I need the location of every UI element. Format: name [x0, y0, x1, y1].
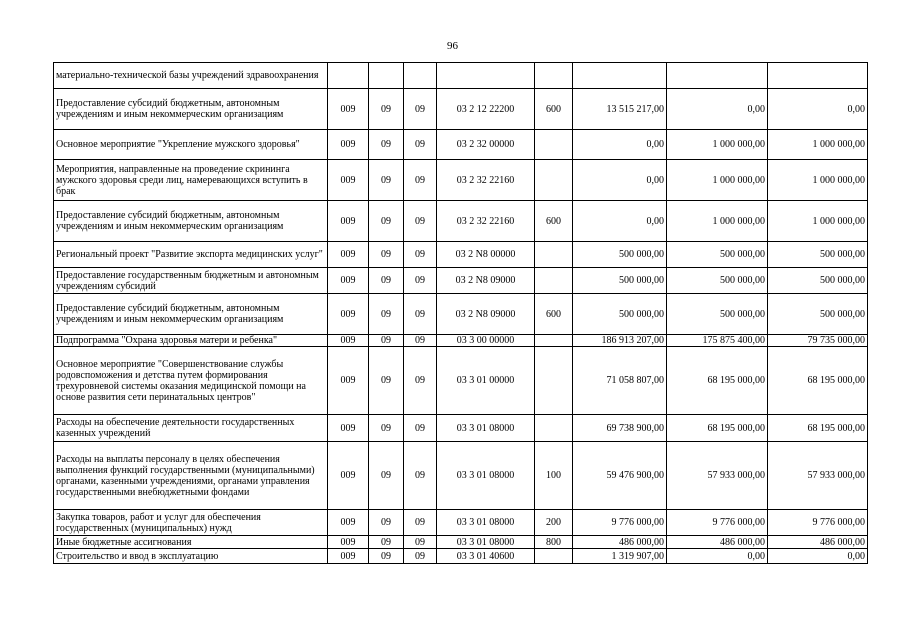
cell-csr: 03 3 00 00000	[437, 335, 535, 347]
cell-csr: 03 2 32 22160	[437, 201, 535, 242]
cell-sum-1: 71 058 807,00	[573, 347, 667, 415]
cell-vr	[535, 242, 573, 268]
cell-vr: 800	[535, 536, 573, 549]
cell-ved: 009	[328, 549, 369, 564]
cell-name: Мероприятия, направленные на проведение скрининга мужского здоровья среди лиц, намеревающихся вступить в брак	[54, 160, 328, 201]
cell-sum-1: 13 515 217,00	[573, 89, 667, 130]
cell-name: Расходы на выплаты персоналу в целях обеспечения выполнения функций государственными (муниципальными) органами, казенными учреждениями, органами управления государственными внебюджетными фондами	[54, 442, 328, 510]
cell-vr: 600	[535, 294, 573, 335]
cell-csr: 03 3 01 00000	[437, 347, 535, 415]
cell-sum-3: 57 933 000,00	[768, 442, 868, 510]
cell-ved: 009	[328, 268, 369, 294]
cell-rz: 09	[369, 442, 404, 510]
cell-vr	[535, 415, 573, 442]
table-row	[54, 347, 868, 415]
cell-rz: 09	[369, 242, 404, 268]
cell-sum-3: 486 000,00	[768, 536, 868, 549]
cell-sum-1: 0,00	[573, 201, 667, 242]
cell-sum-2: 486 000,00	[667, 536, 768, 549]
cell-rz	[369, 63, 404, 89]
budget-table	[53, 62, 868, 564]
cell-sum-1: 486 000,00	[573, 536, 667, 549]
cell-ved: 009	[328, 335, 369, 347]
cell-csr: 03 2 32 22160	[437, 160, 535, 201]
table-row	[54, 442, 868, 510]
cell-vr	[535, 335, 573, 347]
cell-pr: 09	[404, 160, 437, 201]
cell-csr: 03 3 01 40600	[437, 549, 535, 564]
cell-rz: 09	[369, 201, 404, 242]
cell-ved: 009	[328, 201, 369, 242]
table-row	[54, 268, 868, 294]
cell-sum-1: 500 000,00	[573, 268, 667, 294]
table-row	[54, 130, 868, 160]
cell-sum-1: 500 000,00	[573, 294, 667, 335]
cell-name: материально-технической базы учреждений здравоохранения	[54, 63, 328, 89]
cell-sum-2: 68 195 000,00	[667, 347, 768, 415]
cell-pr	[404, 63, 437, 89]
cell-sum-2: 9 776 000,00	[667, 510, 768, 536]
table-row	[54, 201, 868, 242]
cell-sum-3: 500 000,00	[768, 294, 868, 335]
cell-sum-3: 1 000 000,00	[768, 130, 868, 160]
cell-sum-1: 186 913 207,00	[573, 335, 667, 347]
cell-name: Подпрограмма "Охрана здоровья матери и ребенка"	[54, 335, 328, 347]
cell-sum-3: 500 000,00	[768, 268, 868, 294]
cell-sum-1: 1 319 907,00	[573, 549, 667, 564]
cell-vr: 600	[535, 201, 573, 242]
cell-ved: 009	[328, 510, 369, 536]
cell-name: Предоставление субсидий бюджетным, автономным учреждениям и иным некоммерческим организациям	[54, 201, 328, 242]
cell-sum-3: 500 000,00	[768, 242, 868, 268]
cell-sum-1: 0,00	[573, 160, 667, 201]
cell-name: Предоставление субсидий бюджетным, автономным учреждениям и иным некоммерческим организациям	[54, 294, 328, 335]
cell-csr: 03 3 01 08000	[437, 510, 535, 536]
cell-name: Иные бюджетные ассигнования	[54, 536, 328, 549]
cell-ved: 009	[328, 294, 369, 335]
cell-name: Основное мероприятие "Совершенствование службы родовспоможения и детства путем формирования трехуровневой системы оказания медицинской помощи на основе развития сети перинатальных центров"	[54, 347, 328, 415]
cell-pr: 09	[404, 415, 437, 442]
cell-ved: 009	[328, 89, 369, 130]
table-row	[54, 63, 868, 89]
cell-sum-2: 500 000,00	[667, 242, 768, 268]
cell-name: Закупка товаров, работ и услуг для обеспечения государственных (муниципальных) нужд	[54, 510, 328, 536]
cell-name: Предоставление субсидий бюджетным, автономным учреждениям и иным некоммерческим организациям	[54, 89, 328, 130]
cell-sum-2: 500 000,00	[667, 294, 768, 335]
cell-sum-3: 68 195 000,00	[768, 415, 868, 442]
cell-sum-2: 500 000,00	[667, 268, 768, 294]
cell-sum-3: 0,00	[768, 89, 868, 130]
cell-sum-3: 1 000 000,00	[768, 201, 868, 242]
table-row	[54, 160, 868, 201]
cell-sum-2	[667, 63, 768, 89]
cell-sum-3	[768, 63, 868, 89]
cell-sum-1: 500 000,00	[573, 242, 667, 268]
cell-pr: 09	[404, 130, 437, 160]
cell-sum-2: 1 000 000,00	[667, 160, 768, 201]
cell-pr: 09	[404, 347, 437, 415]
cell-sum-2: 175 875 400,00	[667, 335, 768, 347]
cell-sum-3: 9 776 000,00	[768, 510, 868, 536]
cell-rz: 09	[369, 130, 404, 160]
cell-sum-3: 0,00	[768, 549, 868, 564]
cell-pr: 09	[404, 335, 437, 347]
table-row	[54, 415, 868, 442]
cell-ved: 009	[328, 242, 369, 268]
cell-pr: 09	[404, 442, 437, 510]
cell-ved: 009	[328, 442, 369, 510]
cell-name: Расходы на обеспечение деятельности государственных казенных учреждений	[54, 415, 328, 442]
cell-vr	[535, 549, 573, 564]
table-row	[54, 335, 868, 347]
cell-pr: 09	[404, 268, 437, 294]
cell-ved: 009	[328, 415, 369, 442]
cell-vr	[535, 160, 573, 201]
cell-ved: 009	[328, 160, 369, 201]
cell-sum-2: 0,00	[667, 549, 768, 564]
cell-csr: 03 3 01 08000	[437, 442, 535, 510]
cell-ved	[328, 63, 369, 89]
cell-sum-2: 68 195 000,00	[667, 415, 768, 442]
cell-csr: 03 2 12 22200	[437, 89, 535, 130]
cell-sum-2: 1 000 000,00	[667, 130, 768, 160]
cell-sum-1: 59 476 900,00	[573, 442, 667, 510]
table-row	[54, 549, 868, 564]
cell-vr	[535, 63, 573, 89]
table-row	[54, 536, 868, 549]
cell-csr: 03 3 01 08000	[437, 415, 535, 442]
cell-rz: 09	[369, 415, 404, 442]
cell-rz: 09	[369, 89, 404, 130]
cell-pr: 09	[404, 510, 437, 536]
cell-sum-2: 57 933 000,00	[667, 442, 768, 510]
cell-pr: 09	[404, 201, 437, 242]
cell-name: Предоставление государственным бюджетным и автономным учреждениям субсидий	[54, 268, 328, 294]
cell-sum-3: 68 195 000,00	[768, 347, 868, 415]
cell-csr: 03 2 N8 00000	[437, 242, 535, 268]
cell-name: Региональный проект "Развитие экспорта медицинских услуг"	[54, 242, 328, 268]
cell-vr	[535, 130, 573, 160]
cell-pr: 09	[404, 242, 437, 268]
cell-name: Основное мероприятие "Укрепление мужского здоровья"	[54, 130, 328, 160]
cell-csr: 03 2 32 00000	[437, 130, 535, 160]
cell-sum-2: 0,00	[667, 89, 768, 130]
cell-name: Строительство и ввод в эксплуатацию	[54, 549, 328, 564]
cell-vr: 600	[535, 89, 573, 130]
cell-rz: 09	[369, 268, 404, 294]
cell-ved: 009	[328, 347, 369, 415]
cell-sum-2: 1 000 000,00	[667, 201, 768, 242]
cell-rz: 09	[369, 536, 404, 549]
cell-pr: 09	[404, 294, 437, 335]
cell-pr: 09	[404, 549, 437, 564]
cell-vr: 200	[535, 510, 573, 536]
table-row	[54, 89, 868, 130]
cell-ved: 009	[328, 130, 369, 160]
table-row	[54, 242, 868, 268]
cell-rz: 09	[369, 335, 404, 347]
cell-sum-1: 0,00	[573, 130, 667, 160]
cell-rz: 09	[369, 347, 404, 415]
cell-csr	[437, 63, 535, 89]
cell-rz: 09	[369, 510, 404, 536]
cell-pr: 09	[404, 536, 437, 549]
table-row	[54, 510, 868, 536]
cell-rz: 09	[369, 160, 404, 201]
cell-sum-3: 79 735 000,00	[768, 335, 868, 347]
cell-vr: 100	[535, 442, 573, 510]
table-row	[54, 294, 868, 335]
cell-rz: 09	[369, 294, 404, 335]
cell-ved: 009	[328, 536, 369, 549]
cell-vr	[535, 268, 573, 294]
cell-sum-3: 1 000 000,00	[768, 160, 868, 201]
cell-sum-1: 9 776 000,00	[573, 510, 667, 536]
cell-rz: 09	[369, 549, 404, 564]
cell-sum-1	[573, 63, 667, 89]
cell-pr: 09	[404, 89, 437, 130]
cell-csr: 03 3 01 08000	[437, 536, 535, 549]
page-number: 96	[447, 40, 458, 52]
cell-sum-1: 69 738 900,00	[573, 415, 667, 442]
cell-vr	[535, 347, 573, 415]
cell-csr: 03 2 N8 09000	[437, 294, 535, 335]
cell-csr: 03 2 N8 09000	[437, 268, 535, 294]
